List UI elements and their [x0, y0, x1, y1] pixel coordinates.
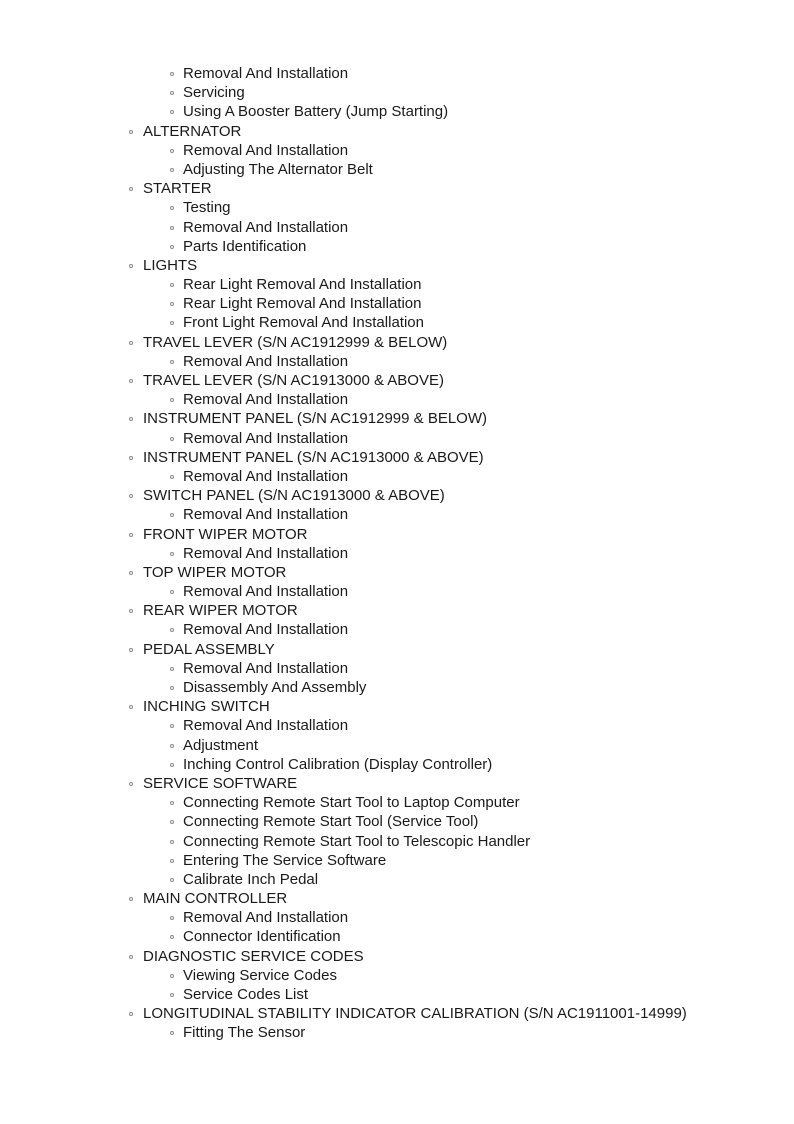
circle-bullet-icon: [170, 840, 174, 844]
circle-bullet-icon: [170, 724, 174, 728]
circle-bullet-icon: [129, 494, 133, 498]
circle-bullet-icon: [170, 149, 174, 153]
subsection-item: [0, 141, 794, 160]
list-item-label: Removal And Installation: [183, 391, 349, 409]
circle-bullet-icon: [129, 648, 133, 652]
list-item-label: INSTRUMENT PANEL (S/N AC1913000 & ABOVE): [143, 448, 484, 466]
subsection-item: [0, 429, 794, 448]
subsection-item: [0, 467, 794, 486]
list-item-label: Entering The Service Software: [183, 851, 387, 869]
section-heading-item: [0, 333, 794, 352]
list-item-label: Testing: [183, 199, 231, 217]
circle-bullet-icon: [170, 168, 174, 172]
circle-bullet-icon: [129, 1012, 133, 1016]
section-heading-item: [0, 697, 794, 716]
subsection-item: [0, 218, 794, 237]
subsection-item: [0, 755, 794, 774]
circle-bullet-icon: [170, 475, 174, 479]
subsection-item: [0, 582, 794, 601]
list-item-label: Adjustment: [183, 736, 259, 754]
section-heading-item: [0, 486, 794, 505]
subsection-item: [0, 851, 794, 870]
list-item-label: REAR WIPER MOTOR: [143, 602, 298, 620]
subsection-item: [0, 620, 794, 639]
circle-bullet-icon: [170, 878, 174, 882]
list-item-label: INSTRUMENT PANEL (S/N AC1912999 & BELOW): [143, 410, 487, 428]
list-item-label: MAIN CONTROLLER: [143, 890, 288, 908]
list-item-label: TRAVEL LEVER (S/N AC1912999 & BELOW): [143, 333, 448, 351]
list-item-label: Service Codes List: [183, 986, 309, 1003]
list-item-label: Connecting Remote Start Tool (Service Tool): [183, 813, 479, 831]
list-item-label: Removal And Installation: [183, 583, 349, 601]
circle-bullet-icon: [170, 226, 174, 230]
circle-bullet-icon: [129, 897, 133, 901]
list-item-label: Parts Identification: [183, 237, 307, 255]
list-item-label: Removal And Installation: [183, 65, 349, 82]
circle-bullet-icon: [170, 935, 174, 939]
circle-bullet-icon: [170, 283, 174, 287]
circle-bullet-icon: [170, 1031, 174, 1035]
list-item-label: Disassembly And Assembly: [183, 679, 367, 696]
list-item-label: TRAVEL LEVER (S/N AC1913000 & ABOVE): [143, 372, 444, 389]
subsection-item: [0, 313, 794, 332]
list-item-label: Removal And Installation: [183, 544, 349, 562]
circle-bullet-icon: [129, 130, 133, 134]
list-item-label: Servicing: [183, 84, 245, 102]
list-item-label: Removal And Installation: [183, 218, 349, 236]
subsection-item: [0, 1023, 794, 1042]
section-heading-item: [0, 774, 794, 793]
list-item-label: SWITCH PANEL (S/N AC1913000 & ABOVE): [143, 487, 445, 505]
circle-bullet-icon: [170, 72, 174, 76]
circle-bullet-icon: [129, 187, 133, 191]
list-item-label: Removal And Installation: [183, 506, 349, 524]
list-item-label: Removal And Installation: [183, 467, 349, 485]
subsection-item: [0, 160, 794, 179]
subsection-item: [0, 198, 794, 217]
circle-bullet-icon: [129, 571, 133, 575]
list-item-label: Removal And Installation: [183, 141, 349, 159]
subsection-item: [0, 294, 794, 313]
subsection-item: [0, 927, 794, 946]
list-item-label: SERVICE SOFTWARE: [143, 774, 298, 792]
list-item-label: Removal And Installation: [183, 352, 349, 370]
circle-bullet-icon: [170, 744, 174, 748]
subsection-item: [0, 716, 794, 735]
subsection-item: [0, 985, 794, 1004]
circle-bullet-icon: [170, 916, 174, 920]
section-heading-item: [0, 563, 794, 582]
list-item-label: Removal And Installation: [183, 659, 349, 677]
subsection-item: [0, 870, 794, 889]
list-item-label: Front Light Removal And Installation: [183, 314, 424, 332]
circle-bullet-icon: [129, 341, 133, 345]
circle-bullet-icon: [170, 245, 174, 249]
list-item-label: Connecting Remote Start Tool to Telescopic Handler: [183, 832, 531, 850]
subsection-item: [0, 736, 794, 755]
list-item-label: FRONT WIPER MOTOR: [143, 525, 308, 543]
section-heading-item: [0, 525, 794, 544]
circle-bullet-icon: [170, 628, 174, 632]
circle-bullet-icon: [170, 437, 174, 441]
subsection-item: [0, 908, 794, 927]
list-item-label: ALTERNATOR: [143, 122, 242, 140]
subsection-item: [0, 505, 794, 524]
section-heading-item: [0, 409, 794, 428]
section-heading-item: [0, 122, 794, 141]
circle-bullet-icon: [170, 206, 174, 210]
circle-bullet-icon: [129, 533, 133, 537]
circle-bullet-icon: [170, 686, 174, 690]
section-heading-item: [0, 371, 794, 390]
circle-bullet-icon: [129, 456, 133, 460]
list-item-label: Using A Booster Battery (Jump Starting): [183, 103, 449, 121]
circle-bullet-icon: [170, 820, 174, 824]
section-heading-item: [0, 640, 794, 659]
section-heading-item: [0, 256, 794, 275]
list-item-label: PEDAL ASSEMBLY: [143, 640, 275, 658]
section-heading-item: [0, 1004, 794, 1023]
circle-bullet-icon: [170, 590, 174, 594]
list-item-label: Connecting Remote Start Tool to Laptop Computer: [183, 794, 520, 812]
circle-bullet-icon: [170, 513, 174, 517]
list-item-label: TOP WIPER MOTOR: [143, 563, 287, 581]
circle-bullet-icon: [170, 974, 174, 978]
circle-bullet-icon: [129, 705, 133, 709]
circle-bullet-icon: [129, 264, 133, 268]
section-heading-item: [0, 601, 794, 620]
section-heading-item: [0, 448, 794, 467]
list-item-label: Rear Light Removal And Installation: [183, 295, 422, 313]
circle-bullet-icon: [129, 955, 133, 959]
list-item-label: STARTER: [143, 180, 212, 198]
circle-bullet-icon: [170, 110, 174, 114]
subsection-item: [0, 83, 794, 102]
subsection-item: [0, 793, 794, 812]
subsection-item: [0, 275, 794, 294]
list-item-label: LONGITUDINAL STABILITY INDICATOR CALIBRATION (S/N AC1911001-14999): [143, 1005, 687, 1023]
list-item-label: Calibrate Inch Pedal: [183, 870, 319, 888]
subsection-item: [0, 352, 794, 371]
circle-bullet-icon: [129, 609, 133, 613]
list-item-label: Removal And Installation: [183, 429, 349, 447]
section-heading-item: [0, 179, 794, 198]
list-item-label: LIGHTS: [143, 256, 198, 274]
list-item-label: Removal And Installation: [183, 621, 349, 639]
section-heading-item: [0, 889, 794, 908]
circle-bullet-icon: [129, 417, 133, 421]
circle-bullet-icon: [170, 859, 174, 863]
list-item-label: INCHING SWITCH: [143, 698, 270, 716]
subsection-item: [0, 102, 794, 121]
circle-bullet-icon: [129, 782, 133, 786]
subsection-item: [0, 832, 794, 851]
circle-bullet-icon: [170, 667, 174, 671]
circle-bullet-icon: [170, 801, 174, 805]
subsection-item: [0, 966, 794, 985]
list-item-label: Fitting The Sensor: [183, 1024, 306, 1042]
subsection-item: [0, 659, 794, 678]
circle-bullet-icon: [170, 398, 174, 402]
list-item-label: Connector Identification: [183, 928, 341, 946]
list-item-label: Adjusting The Alternator Belt: [183, 160, 373, 178]
list-item-label: Removal And Installation: [183, 717, 349, 735]
section-heading-item: [0, 947, 794, 966]
table-of-contents-list: [0, 64, 794, 1043]
circle-bullet-icon: [170, 321, 174, 325]
list-item-label: Rear Light Removal And Installation: [183, 276, 422, 294]
subsection-item: [0, 544, 794, 563]
subsection-item: [0, 678, 794, 697]
subsection-item: [0, 237, 794, 256]
circle-bullet-icon: [170, 993, 174, 997]
subsection-item: [0, 390, 794, 409]
circle-bullet-icon: [170, 91, 174, 95]
list-item-label: Viewing Service Codes: [183, 966, 337, 984]
circle-bullet-icon: [170, 552, 174, 556]
circle-bullet-icon: [170, 302, 174, 306]
list-item-label: Removal And Installation: [183, 909, 349, 927]
list-item-label: Inching Control Calibration (Display Controller): [183, 755, 493, 773]
circle-bullet-icon: [170, 763, 174, 767]
subsection-item: [0, 64, 794, 83]
subsection-item: [0, 812, 794, 831]
list-item-label: DIAGNOSTIC SERVICE CODES: [143, 947, 364, 965]
circle-bullet-icon: [129, 379, 133, 383]
circle-bullet-icon: [170, 360, 174, 364]
